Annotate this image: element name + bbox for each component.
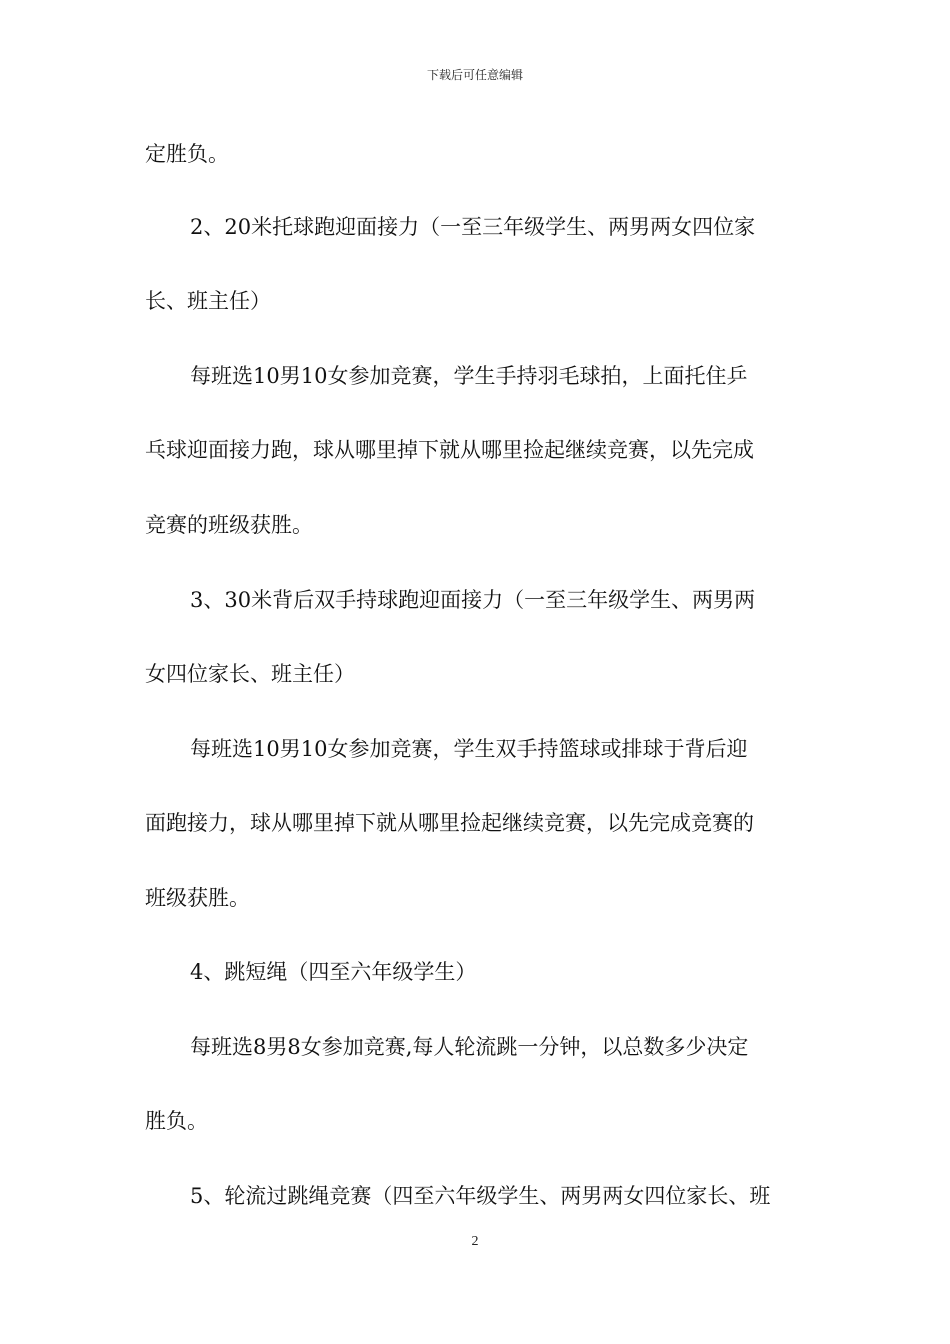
text-line: 女四位家长、班主任）	[145, 662, 355, 686]
text-line: 3、30米背后双手持球跑迎面接力（一至三年级学生、两男两	[190, 588, 756, 612]
text-line: 5、轮流过跳绳竞赛（四至六年级学生、两男两女四位家长、班	[190, 1184, 771, 1208]
text-line: 面跑接力，球从哪里掉下就从哪里捡起继续竞赛，以先完成竞赛的	[145, 811, 754, 835]
text-line: 每班选10男10女参加竞赛，学生双手持篮球或排球于背后迎	[190, 737, 748, 761]
page-number: 2	[471, 1234, 479, 1249]
page-header: 下载后可任意编辑	[426, 68, 523, 82]
text-line: 2、20米托球跑迎面接力（一至三年级学生、两男两女四位家	[190, 215, 756, 239]
text-line: 每班选10男10女参加竞赛，学生手持羽毛球拍，上面托住乒	[190, 364, 748, 388]
text-line: 乓球迎面接力跑，球从哪里掉下就从哪里捡起继续竞赛，以先完成	[145, 438, 754, 462]
text-line: 4、跳短绳（四至六年级学生）	[190, 960, 477, 984]
text-line: 每班选8男8女参加竞赛,每人轮流跳一分钟，以总数多少决定	[190, 1035, 749, 1059]
text-line: 定胜负。	[145, 142, 229, 166]
text-line: 竞赛的班级获胜。	[145, 513, 313, 537]
text-line: 胜负。	[145, 1109, 208, 1133]
text-line: 班级获胜。	[145, 886, 250, 910]
text-line: 长、班主任）	[145, 289, 271, 313]
